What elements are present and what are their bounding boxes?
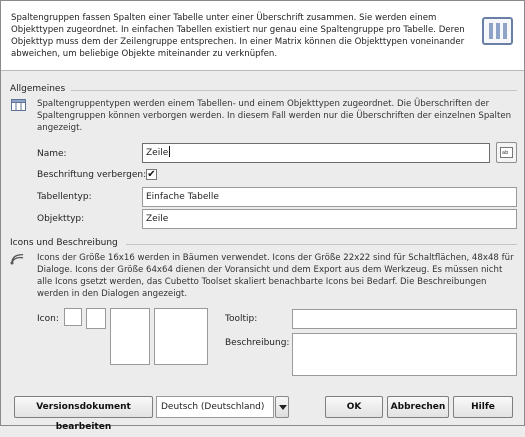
tooltip-label: Tooltip:: [225, 314, 258, 324]
header-description: Spaltengruppen fassen Spalten einer Tabelle unter einer Überschrift zusammen. Sie werden einem Objekttypen zugeordnet. In einfachen Tabellen existiert nur genau eine Spaltengruppe pro Tabelle. Deren Objekttyp muss dem der Zeilengruppe entsprechen. In einer Matrix können die Objekttypen voneinander abweichen, um beliebige Objekte miteinander zu verknüpfen.: [11, 13, 465, 59]
section-title-icons: Icons und Beschreibung: [10, 238, 118, 248]
svg-text:ab: ab: [502, 150, 509, 156]
help-button[interactable]: Hilfe: [453, 396, 513, 418]
icon-slot-48[interactable]: [110, 308, 150, 365]
name-input[interactable]: Zeile: [142, 143, 490, 163]
object-type-field[interactable]: Zeile: [142, 209, 517, 229]
tooltip-input[interactable]: [292, 309, 517, 329]
name-label: Name:: [37, 149, 67, 159]
tree-icon: [10, 253, 24, 265]
section-divider: [126, 244, 517, 245]
dialog-header: [1, 1, 524, 71]
icon-slot-64[interactable]: [154, 308, 208, 365]
icon-slot-16[interactable]: [64, 308, 82, 326]
table-type-field[interactable]: Einfache Tabelle: [142, 187, 517, 207]
column-group-icon: [11, 99, 26, 111]
icon-label: Icon:: [37, 314, 59, 324]
hide-caption-label: Beschriftung verbergen:: [37, 170, 147, 180]
section-divider: [71, 90, 517, 91]
object-type-label: Objekttyp:: [37, 214, 85, 224]
table-columns-icon: [482, 17, 513, 45]
ok-button[interactable]: OK: [325, 396, 383, 418]
general-description: Spaltengruppentypen werden einem Tabellen- und einem Objekttypen zugeordnet. Die Überschriften der Spaltengruppen können verborgen werden. In diesem Fall werden nur die Überschriften der einzelnen Spalten angezeigt.: [37, 99, 512, 133]
cancel-button[interactable]: Abbrechen: [387, 396, 449, 418]
table-type-label: Tabellentyp:: [37, 192, 92, 202]
language-select[interactable]: Deutsch (Deutschland): [156, 396, 274, 418]
icons-description: Icons der Größe 16x16 werden in Bäumen verwendet. Icons der Größe 22x22 sind für Schaltflächen, 48x48 für Dialoge. Icons der Größe 64x64 dienen der Voransicht und dem Export aus dem Werkzeug. Es müssen nicht alle Icons gsetzt werden, das Cubetto Toolset skaliert benachbarte Icons bei Bedarf. Die Beschreibungen werden in den Dialogen angezeigt.: [37, 253, 514, 299]
description-input[interactable]: [292, 333, 517, 376]
icon-slot-22[interactable]: [86, 308, 106, 329]
translate-button[interactable]: [496, 142, 517, 163]
section-title-general: Allgemeines: [10, 84, 66, 94]
hide-caption-checkbox[interactable]: ✔: [147, 169, 156, 180]
text-translate-icon: [497, 143, 516, 162]
description-label: Beschreibung:: [225, 338, 290, 348]
edit-version-document-button[interactable]: Versionsdokument bearbeiten: [14, 396, 153, 418]
chevron-down-icon[interactable]: [275, 396, 289, 418]
